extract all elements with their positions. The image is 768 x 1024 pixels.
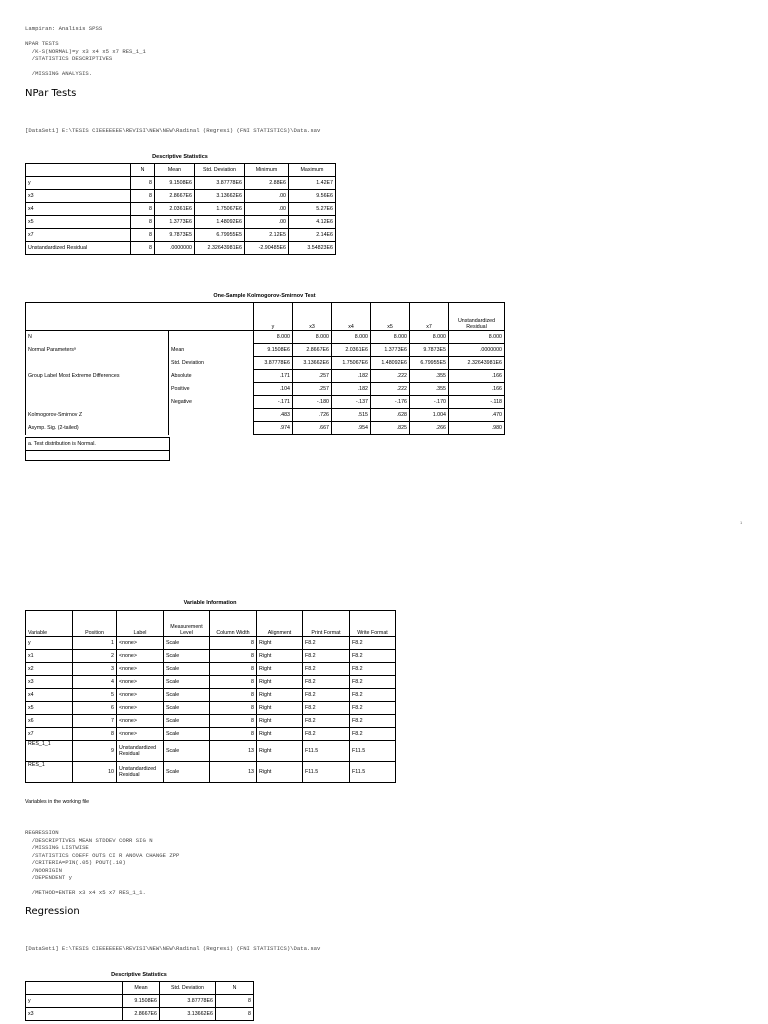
- row-sublabel: Mean: [169, 344, 254, 357]
- table-row: [26, 396, 505, 409]
- table-cell: .222: [371, 370, 410, 383]
- table-cell: Right: [257, 728, 303, 741]
- table-cell: 8.000: [293, 331, 332, 344]
- syntax-line: /DESCRIPTIVES MEAN STDDEV CORR SIG N: [25, 836, 153, 844]
- table-cell: Scale: [164, 689, 210, 702]
- table-row: [26, 190, 336, 203]
- table-cell: .470: [449, 409, 505, 422]
- table-cell: 1.42E7: [289, 177, 336, 190]
- regression-heading: Regression: [25, 906, 80, 917]
- column-header: N: [216, 982, 254, 995]
- row-label: x1: [26, 650, 73, 663]
- table-cell: 3.13662E6: [160, 1008, 216, 1021]
- column-header: Print Format: [303, 611, 350, 637]
- table-cell: Right: [257, 689, 303, 702]
- table-cell: .182: [332, 383, 371, 396]
- row-label: Asymp. Sig. (2-tailed): [26, 422, 169, 435]
- table-cell: 8: [131, 190, 155, 203]
- syntax-line: /K-S(NORMAL)=y x3 x4 x5 x7 RES_1_1: [25, 47, 146, 55]
- row-sublabel: Absolute: [169, 370, 254, 383]
- row-label: [26, 383, 169, 396]
- table-row: [26, 663, 396, 676]
- row-label: x7: [26, 229, 131, 242]
- column-header: x5: [371, 303, 410, 331]
- syntax-line: [25, 882, 179, 890]
- table-cell: Scale: [164, 715, 210, 728]
- table-cell: <none>: [117, 650, 164, 663]
- table-cell: 8: [131, 203, 155, 216]
- table-cell: .104: [254, 383, 293, 396]
- table-cell: 1: [73, 637, 117, 650]
- table-cell: 8: [210, 702, 257, 715]
- table-cell: <none>: [117, 663, 164, 676]
- dataset-path: [DataSet1] E:\TESIS CIEEEEEEE\REVISI\NEW\NEW\Radinal (Regresi) (FNI STATISTICS)\Data.sav: [25, 127, 321, 134]
- table-cell: 6.79955E5: [410, 357, 449, 370]
- row-label: Group Label Most Extreme Differences: [26, 370, 169, 383]
- table-cell: Scale: [164, 728, 210, 741]
- table-cell: 9.7873E5: [410, 344, 449, 357]
- table-cell: 2.8667E6: [155, 190, 195, 203]
- table-cell: 2: [73, 650, 117, 663]
- table-cell: .00: [245, 216, 289, 229]
- table-cell: F8.2: [350, 702, 396, 715]
- table-cell: 4.12E6: [289, 216, 336, 229]
- table-cell: <none>: [117, 676, 164, 689]
- table-cell: 8: [73, 728, 117, 741]
- table-cell: -.118: [449, 396, 505, 409]
- table-cell: 8: [131, 242, 155, 255]
- table-cell: 1.3773E6: [371, 344, 410, 357]
- table-cell: .166: [449, 370, 505, 383]
- row-label: x5: [26, 216, 131, 229]
- row-label: x7: [26, 728, 73, 741]
- row-label: x4: [26, 689, 73, 702]
- column-header: Std. Deviation: [160, 982, 216, 995]
- regression-descriptive-title: Descriptive Statistics: [111, 972, 167, 978]
- table-cell: 1.3773E6: [155, 216, 195, 229]
- column-header: Maximum: [289, 164, 336, 177]
- table-cell: .974: [254, 422, 293, 435]
- table-cell: Right: [257, 741, 303, 762]
- row-sublabel: Positive: [169, 383, 254, 396]
- column-header: y: [254, 303, 293, 331]
- table-cell: F8.2: [350, 650, 396, 663]
- column-header: Column Width: [210, 611, 257, 637]
- table-cell: 8: [210, 689, 257, 702]
- syntax-block-regression: [25, 829, 179, 897]
- table-cell: Right: [257, 702, 303, 715]
- row-label: y: [26, 177, 131, 190]
- table-cell: .266: [410, 422, 449, 435]
- table-cell: 5.27E6: [289, 203, 336, 216]
- table-cell: 8: [131, 216, 155, 229]
- table-cell: Scale: [164, 702, 210, 715]
- table-cell: <none>: [117, 689, 164, 702]
- table-cell: 2.32643981E6: [449, 357, 505, 370]
- variables-note: Variables in the working file: [25, 799, 90, 805]
- table-cell: 8: [210, 728, 257, 741]
- table-cell: 8: [216, 995, 254, 1008]
- table-cell: Right: [257, 663, 303, 676]
- column-header: Write Format: [350, 611, 396, 637]
- table-cell: F8.2: [350, 715, 396, 728]
- table-cell: 1.75067E6: [195, 203, 245, 216]
- table-row: [26, 216, 336, 229]
- table-cell: Scale: [164, 637, 210, 650]
- syntax-line: /DEPENDENT y: [25, 874, 72, 881]
- table-row: [26, 676, 396, 689]
- table-cell: F8.2: [303, 676, 350, 689]
- column-header: Mean: [155, 164, 195, 177]
- table-cell: F11.5: [350, 762, 396, 783]
- table-cell: 8: [131, 229, 155, 242]
- table-cell: 2.32643981E6: [195, 242, 245, 255]
- table-cell: 1.48092E6: [371, 357, 410, 370]
- column-header: Alignment: [257, 611, 303, 637]
- table-cell: Right: [257, 637, 303, 650]
- table-cell: .954: [332, 422, 371, 435]
- column-header: x3: [293, 303, 332, 331]
- table-cell: 3.87778E6: [195, 177, 245, 190]
- table-cell: F8.2: [303, 689, 350, 702]
- table-row: [26, 762, 396, 783]
- column-header: Measurement Level: [164, 611, 210, 637]
- table-cell: <none>: [117, 728, 164, 741]
- table-cell: .182: [332, 370, 371, 383]
- table-row: [26, 689, 396, 702]
- table-cell: F8.2: [350, 676, 396, 689]
- table-cell: 9.1508E6: [254, 344, 293, 357]
- table-cell: 2.8667E6: [293, 344, 332, 357]
- syntax-line: [25, 33, 146, 41]
- table-cell: Scale: [164, 741, 210, 762]
- table-cell: 9.1508E6: [123, 995, 160, 1008]
- table-row: [26, 370, 505, 383]
- table-cell: 2.0361E6: [155, 203, 195, 216]
- table-cell: .980: [449, 422, 505, 435]
- table-cell: Scale: [164, 650, 210, 663]
- table-cell: Right: [257, 676, 303, 689]
- table-cell: 8: [210, 676, 257, 689]
- table-row: [26, 702, 396, 715]
- table-cell: F8.2: [303, 702, 350, 715]
- column-header: Std. Deviation: [195, 164, 245, 177]
- table-cell: Unstandardized Residual: [117, 762, 164, 783]
- table-cell: -.171: [254, 396, 293, 409]
- column-header: [26, 164, 131, 177]
- table-cell: 8: [210, 663, 257, 676]
- table-cell: .667: [293, 422, 332, 435]
- column-header: N: [131, 164, 155, 177]
- table-cell: Scale: [164, 762, 210, 783]
- table-cell: 3.13662E6: [195, 190, 245, 203]
- row-label: N: [26, 331, 169, 344]
- table-cell: .257: [293, 370, 332, 383]
- table-cell: F8.2: [303, 637, 350, 650]
- page-number: 1: [740, 520, 743, 525]
- table-cell: <none>: [117, 702, 164, 715]
- table-cell: .0000000: [155, 242, 195, 255]
- table-cell: 8: [210, 650, 257, 663]
- table-cell: F11.5: [303, 741, 350, 762]
- table-cell: 8.000: [254, 331, 293, 344]
- table-cell: F8.2: [350, 728, 396, 741]
- table-cell: 3.54823E6: [289, 242, 336, 255]
- column-header: Minimum: [245, 164, 289, 177]
- table-cell: Scale: [164, 663, 210, 676]
- column-header: Position: [73, 611, 117, 637]
- row-sublabel: Std. Deviation: [169, 357, 254, 370]
- table-cell: 1.004: [410, 409, 449, 422]
- table-cell: 6.79955E5: [195, 229, 245, 242]
- table-cell: Right: [257, 650, 303, 663]
- row-label: x3: [26, 1008, 123, 1021]
- table-cell: .355: [410, 370, 449, 383]
- table-cell: 13: [210, 762, 257, 783]
- table-row: [26, 1008, 254, 1021]
- table-cell: 7: [73, 715, 117, 728]
- table-row: [26, 422, 505, 435]
- row-label: [26, 357, 169, 370]
- variable-information-title: Variable Information: [183, 600, 237, 606]
- row-label: x4: [26, 203, 131, 216]
- table-cell: -.137: [332, 396, 371, 409]
- table-cell: .726: [293, 409, 332, 422]
- table-cell: -.170: [410, 396, 449, 409]
- regression-descriptive-table: [25, 981, 254, 1021]
- row-label: Normal Parametersᵃ: [26, 344, 169, 357]
- table-cell: 3: [73, 663, 117, 676]
- table-cell: 5: [73, 689, 117, 702]
- row-label: x2: [26, 663, 73, 676]
- table-cell: 1.48092E6: [195, 216, 245, 229]
- ks-test-title: One-Sample Kolmogorov-Smirnov Test: [213, 293, 316, 299]
- table-cell: 2.8667E6: [123, 1008, 160, 1021]
- syntax-block-npar: [25, 25, 146, 78]
- table-cell: F8.2: [350, 689, 396, 702]
- table-cell: 9.7873E5: [155, 229, 195, 242]
- syntax-line: /NOORIGIN: [25, 866, 62, 874]
- table-row: [26, 715, 396, 728]
- table-cell: .257: [293, 383, 332, 396]
- table-cell: 8: [210, 715, 257, 728]
- table-cell: Right: [257, 762, 303, 783]
- table-cell: .355: [410, 383, 449, 396]
- table-row: [26, 331, 505, 344]
- syntax-line: /METHOD=ENTER x3 x4 x5 x7 RES_1_1.: [25, 889, 146, 896]
- row-label: x6: [26, 715, 73, 728]
- ks-test-table: [25, 302, 505, 435]
- table-cell: 3.87778E6: [160, 995, 216, 1008]
- row-label: [26, 396, 169, 409]
- descriptive-statistics-title: Descriptive Statistics: [152, 154, 208, 160]
- table-cell: F8.2: [303, 663, 350, 676]
- table-cell: Scale: [164, 676, 210, 689]
- row-label: y: [26, 995, 123, 1008]
- npar-tests-heading: NPar Tests: [25, 88, 77, 99]
- table-cell: F8.2: [350, 637, 396, 650]
- table-cell: 8.000: [449, 331, 505, 344]
- table-row: [26, 637, 396, 650]
- syntax-line: /CRITERIA=PIN(.05) POUT(.10): [25, 859, 126, 866]
- row-sublabel: [169, 409, 254, 422]
- table-cell: 8.000: [332, 331, 371, 344]
- table-row: [26, 383, 505, 396]
- variable-information-table: [25, 610, 396, 783]
- table-cell: 8.000: [410, 331, 449, 344]
- row-sublabel: [169, 422, 254, 435]
- syntax-line: [25, 63, 146, 71]
- table-cell: 2.88E6: [245, 177, 289, 190]
- table-cell: 9: [73, 741, 117, 762]
- table-cell: 8: [210, 637, 257, 650]
- row-sublabel: Negative: [169, 396, 254, 409]
- syntax-line: Lampiran: Analisis SPSS: [25, 25, 103, 32]
- column-header: Unstandardized Residual: [449, 303, 505, 331]
- table-cell: 9.1508E6: [155, 177, 195, 190]
- ks-footnote-table: [25, 437, 170, 461]
- table-row: [26, 995, 254, 1008]
- table-row: [26, 650, 396, 663]
- table-row: [26, 728, 396, 741]
- syntax-line: /STATISTICS COEFF OUTS CI R ANOVA CHANGE ZPP: [25, 851, 180, 859]
- table-cell: 9.56E6: [289, 190, 336, 203]
- table-row: [26, 741, 396, 762]
- column-header: [26, 982, 123, 995]
- table-cell: .166: [449, 383, 505, 396]
- table-cell: .00: [245, 190, 289, 203]
- table-cell: 2.12E5: [245, 229, 289, 242]
- table-cell: 10: [73, 762, 117, 783]
- table-cell: 8: [216, 1008, 254, 1021]
- table-cell: 6: [73, 702, 117, 715]
- row-label: x5: [26, 702, 73, 715]
- table-cell: 3.87778E6: [254, 357, 293, 370]
- table-cell: <none>: [117, 715, 164, 728]
- table-cell: Unstandardized Residual: [117, 741, 164, 762]
- table-cell: -2.90485E6: [245, 242, 289, 255]
- table-cell: .515: [332, 409, 371, 422]
- column-header: Label: [117, 611, 164, 637]
- table-row: [26, 229, 336, 242]
- table-cell: 1.75067E6: [332, 357, 371, 370]
- table-cell: 13: [210, 741, 257, 762]
- table-cell: 4: [73, 676, 117, 689]
- table-cell: F8.2: [303, 715, 350, 728]
- table-cell: .222: [371, 383, 410, 396]
- row-sublabel: [169, 331, 254, 344]
- row-label: x3: [26, 190, 131, 203]
- table-cell: F11.5: [303, 762, 350, 783]
- table-cell: .00: [245, 203, 289, 216]
- column-header: Mean: [123, 982, 160, 995]
- syntax-line: REGRESSION: [25, 829, 59, 836]
- table-cell: 2.0361E6: [332, 344, 371, 357]
- table-row: [26, 203, 336, 216]
- table-cell: Right: [257, 715, 303, 728]
- table-row: [26, 344, 505, 357]
- table-cell: -.176: [371, 396, 410, 409]
- row-label: x3: [26, 676, 73, 689]
- syntax-line: /MISSING ANALYSIS.: [25, 70, 93, 77]
- table-cell: 8: [131, 177, 155, 190]
- column-header: x7: [410, 303, 449, 331]
- row-label: RES_1_1: [26, 741, 73, 762]
- table-cell: -.180: [293, 396, 332, 409]
- table-cell: .628: [371, 409, 410, 422]
- table-cell: 3.13662E6: [293, 357, 332, 370]
- table-cell: 2.14E6: [289, 229, 336, 242]
- column-header: x4: [332, 303, 371, 331]
- table-cell: .483: [254, 409, 293, 422]
- row-label: y: [26, 637, 73, 650]
- syntax-line: /STATISTICS DESCRIPTIVES: [25, 55, 113, 62]
- table-cell: F8.2: [350, 663, 396, 676]
- row-label: Kolmogorov-Smirnov Z: [26, 409, 169, 422]
- column-header: [26, 303, 254, 331]
- descriptive-statistics-table: [25, 163, 336, 255]
- table-cell: F8.2: [303, 650, 350, 663]
- table-row: [26, 242, 336, 255]
- dataset-path-2: [DataSet1] E:\TESIS CIEEEEEEE\REVISI\NEW\NEW\Radinal (Regresi) (FNI STATISTICS)\Data.sav: [25, 945, 321, 952]
- table-row: [26, 409, 505, 422]
- row-label: Unstandardized Residual: [26, 242, 131, 255]
- row-label: RES_1: [26, 762, 73, 783]
- syntax-line: NPAR TESTS: [25, 40, 59, 47]
- table-row: [26, 357, 505, 370]
- table-cell: 8.000: [371, 331, 410, 344]
- table-cell: F11.5: [350, 741, 396, 762]
- table-row: [26, 177, 336, 190]
- table-cell: .825: [371, 422, 410, 435]
- ks-footnote: a. Test distribution is Normal.: [26, 438, 170, 451]
- syntax-line: /MISSING LISTWISE: [25, 844, 89, 851]
- table-cell: F8.2: [303, 728, 350, 741]
- table-cell: <none>: [117, 637, 164, 650]
- table-cell: .171: [254, 370, 293, 383]
- table-cell: .0000000: [449, 344, 505, 357]
- column-header: Variable: [26, 611, 73, 637]
